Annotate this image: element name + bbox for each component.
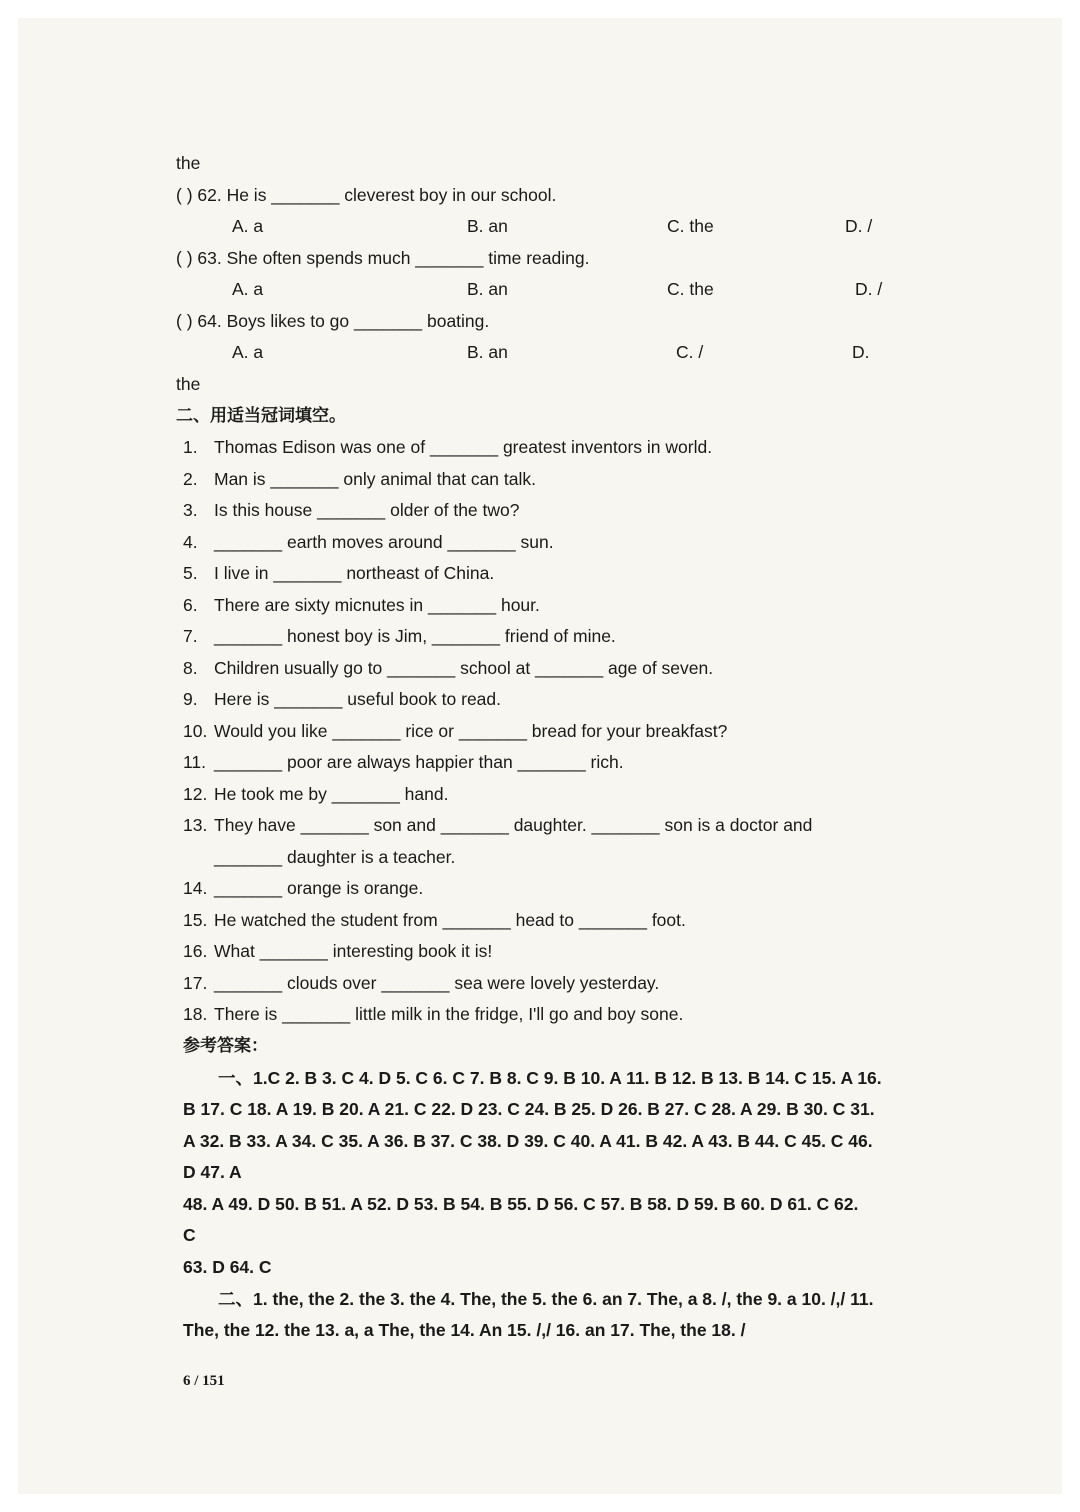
item-number: 13. [183,815,208,835]
option-a: A. a [232,279,264,299]
item-number: 5. [183,563,198,583]
fill-item-continued: _______ daughter is a teacher. [214,847,456,867]
page-number: 6 / 151 [183,1373,225,1389]
item-number: 6. [183,595,198,615]
answer-line: A 32. B 33. A 34. C 35. A 36. B 37. C 38. D 39. C 40. A 41. B 42. A 43. B 44. C 45. C 46. [183,1131,873,1151]
question-62: ( ) 62. He is _______ cleverest boy in our school. [176,185,557,205]
fill-item: They have _______ son and _______ daughter. _______ son is a doctor and [214,815,813,835]
text-line: the [176,374,201,394]
fill-item: Thomas Edison was one of _______ greatest inventors in world. [214,437,713,457]
item-number: 9. [183,689,198,709]
answer-line: 一、1.C 2. B 3. C 4. D 5. C 6. C 7. B 8. C 9. B 10. A 11. B 12. B 13. B 14. C 15. A 16. [218,1068,882,1088]
fill-item: _______ earth moves around _______ sun. [214,532,554,552]
fill-item: There are sixty micnutes in _______ hour. [214,595,540,615]
fill-item: He took me by _______ hand. [214,784,449,804]
fill-item: _______ honest boy is Jim, _______ friend of mine. [214,626,616,646]
item-number: 17. [183,973,208,993]
fill-item: What _______ interesting book it is! [214,941,493,961]
question-63: ( ) 63. She often spends much _______ time reading. [176,248,590,268]
fill-item: Here is _______ useful book to read. [214,689,501,709]
answer-key-title: 参考答案： [183,1036,268,1056]
option-b: B. an [467,279,508,299]
fill-item: Man is _______ only animal that can talk. [214,469,536,489]
answer-line: The, the 12. the 13. a, a The, the 14. An 15. /,/ 16. an 17. The, the 18. / [183,1320,746,1340]
fill-item: _______ clouds over _______ sea were lovely yesterday. [214,973,660,993]
item-number: 2. [183,469,198,489]
fill-item: _______ poor are always happier than _______ rich. [214,752,624,772]
option-d: D. [852,342,870,362]
item-number: 15. [183,910,208,930]
answer-line: 48. A 49. D 50. B 51. A 52. D 53. B 54. B 55. D 56. C 57. B 58. D 59. B 60. D 61. C 62. [183,1194,859,1214]
fill-item: He watched the student from _______ head to _______ foot. [214,910,686,930]
question-64: ( ) 64. Boys likes to go _______ boating. [176,311,490,331]
option-c: C. the [667,216,714,236]
answer-line: 二、1. the, the 2. the 3. the 4. The, the 5. the 6. an 7. The, a 8. /, the 9. a 10. /,/ 11. [218,1289,874,1309]
option-d: D. / [845,216,873,236]
item-number: 8. [183,658,198,678]
option-c: C. the [667,279,714,299]
option-d: D. / [855,279,883,299]
item-number: 14. [183,878,208,898]
fill-item: There is _______ little milk in the fridge, I'll go and boy sone. [214,1004,684,1024]
item-number: 10. [183,721,208,741]
section-2-title: 二、用适当冠词填空。 [176,406,346,426]
fill-item: I live in _______ northeast of China. [214,563,495,583]
answer-line: 63. D 64. C [183,1257,272,1277]
item-number: 4. [183,532,198,552]
text-line: the [176,153,201,173]
option-c: C. / [676,342,704,362]
item-number: 18. [183,1004,208,1024]
option-b: B. an [467,216,508,236]
item-number: 16. [183,941,208,961]
fill-item: Children usually go to _______ school at _______ age of seven. [214,658,714,678]
fill-item: Is this house _______ older of the two? [214,500,520,520]
item-number: 3. [183,500,198,520]
fill-item: Would you like _______ rice or _______ bread for your breakfast? [214,721,728,741]
item-number: 11. [183,752,207,772]
item-number: 7. [183,626,198,646]
fill-item: _______ orange is orange. [214,878,424,898]
answer-line: C [183,1225,196,1245]
option-a: A. a [232,216,264,236]
answer-line: D 47. A [183,1162,242,1182]
option-b: B. an [467,342,508,362]
item-number: 12. [183,784,208,804]
item-number: 1. [183,437,198,457]
answer-line: B 17. C 18. A 19. B 20. A 21. C 22. D 23. C 24. B 25. D 26. B 27. C 28. A 29. B 30. C 31. [183,1099,875,1119]
option-a: A. a [232,342,264,362]
